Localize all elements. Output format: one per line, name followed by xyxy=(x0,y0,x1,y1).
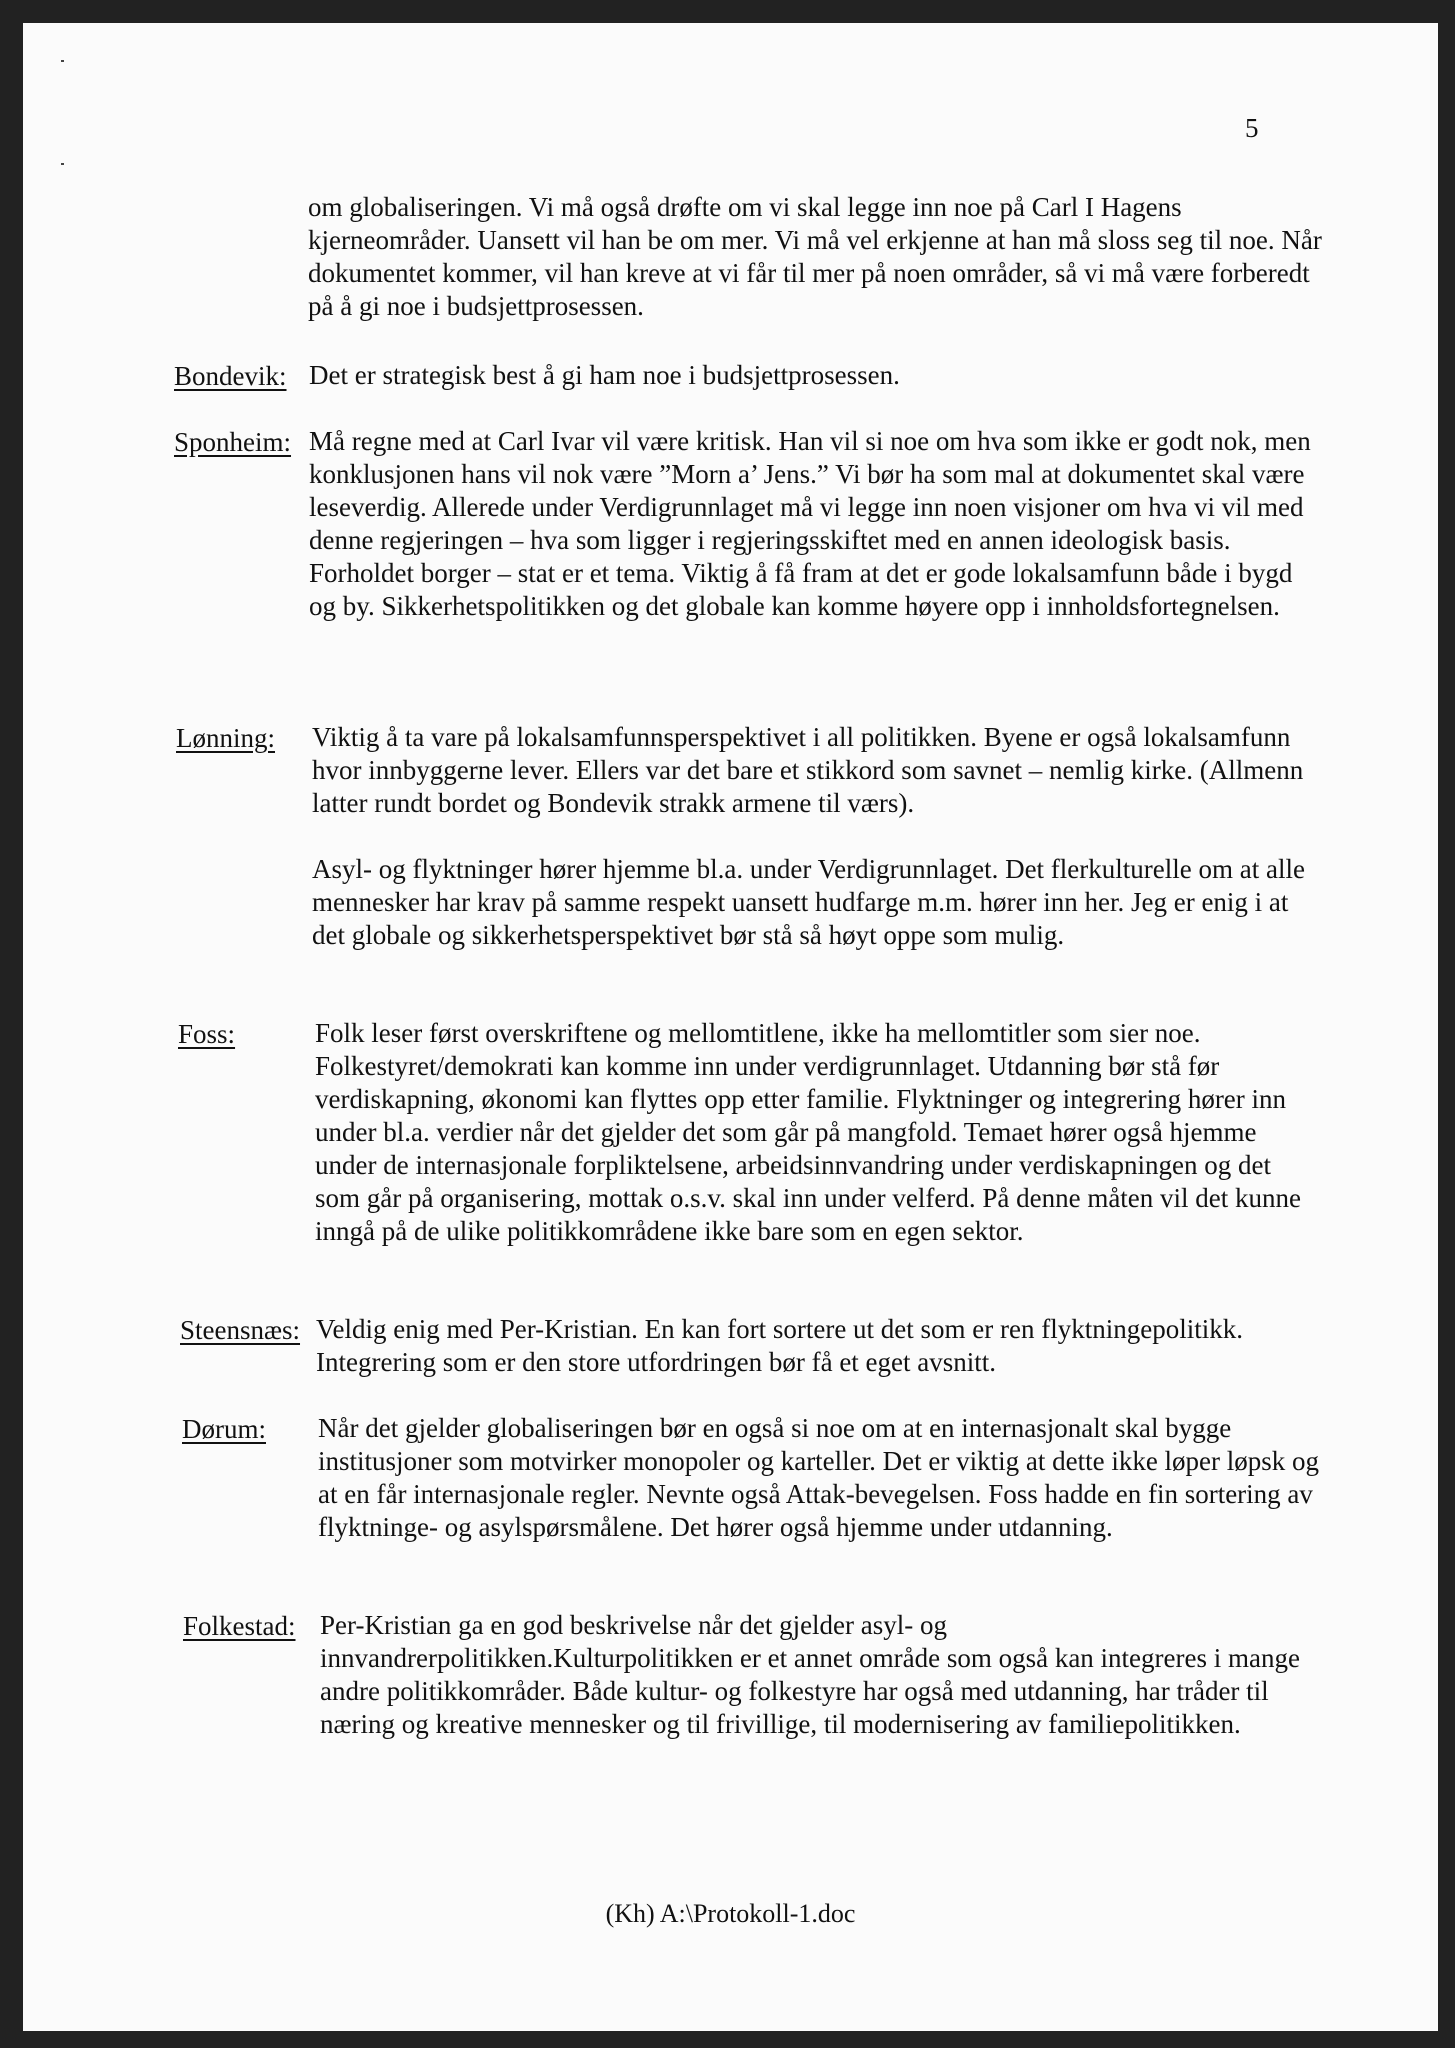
speaker-label: Dørum: xyxy=(182,1414,266,1444)
page-number: 5 xyxy=(1245,113,1259,143)
statement-paragraph: Viktig å ta vare på lokalsamfunnsperspektivet i all politikken. Byene er også lokalsamfunn hvor innbyggerne lever. Ellers var det bare et stikkord som savnet – nemlig kirke. (Allmenn latter rundt bordet og Bondevik strakk armene til værs). xyxy=(312,722,1304,818)
speaker-label: Bondevik: xyxy=(174,361,287,391)
footer-file-path: (Kh) A:\Protokoll-1.doc xyxy=(605,1899,856,1928)
statement-paragraph: Det er strategisk best å gi ham noe i budsjettprosessen. xyxy=(309,360,900,390)
lead-paragraph: om globaliseringen. Vi må også drøfte om vi skal legge inn noe på Carl I Hagens kjerneområder. Uansett vil han be om mer. Vi må vel erkjenne at han må sloss seg til noe. Når dokumentet kommer, vil han kreve at vi får til mer på noen områder, så vi må være forberedt på å gi noe i budsjettprosessen. xyxy=(308,192,1322,321)
statement-paragraph: Per-Kristian ga en god beskrivelse når det gjelder asyl- og innvandrerpolitikken.Kulturpolitikken er et annet område som også kan integreres i mange andre politikkområder. Både kultur- og folkestyre har også med utdanning, har tråder til næring og kreative mennesker og til frivillige, til modernisering av familiepolitikken. xyxy=(320,1610,1300,1739)
document-page xyxy=(23,23,1438,2031)
scan-mark xyxy=(61,163,64,165)
statement-paragraph: Folk leser først overskriftene og mellomtitlene, ikke ha mellomtitler som sier noe. Folkestyret/demokrati kan komme inn under verdigrunnlaget. Utdanning bør stå før verdiskapning, økonomi kan flyttes opp etter familie. Flyktninger og integrering hører inn under bl.a. verdier når det gjelder det som går på mangfold. Temaet hører også hjemme under de internasjonale forpliktelsene, arbeidsinnvandring under verdiskapningen og det som går på organisering, mottak o.s.v. skal inn under velferd. På denne måten vil det kunne inngå på de ulike politikkområdene ikke bare som en egen sektor. xyxy=(315,1018,1302,1246)
statement-paragraph: Asyl- og flyktninger hører hjemme bl.a. under Verdigrunnlaget. Det flerkulturelle om at alle mennesker har krav på samme respekt uansett hudfarge m.m. hører inn her. Jeg er enig i at det globale og sikkerhetsperspektivet bør stå så høyt oppe som mulig. xyxy=(312,854,1305,950)
speaker-label: Folkestad: xyxy=(183,1611,296,1641)
speaker-label: Sponheim: xyxy=(174,427,292,457)
speaker-label: Lønning: xyxy=(176,723,275,753)
scan-mark xyxy=(61,60,64,62)
speaker-label: Steensnæs: xyxy=(180,1315,301,1345)
statement-paragraph: Veldig enig med Per-Kristian. En kan fort sortere ut det som er ren flyktningepolitikk. Integrering som er den store utfordringen bør få et eget avsnitt. xyxy=(316,1314,1243,1377)
speaker-label: Foss: xyxy=(178,1019,236,1049)
statement-paragraph: Må regne med at Carl Ivar vil være kritisk. Han vil si noe om hva som ikke er godt nok, men konklusjonen hans vil nok være ”Morn a’ Jens.” Vi bør ha som mal at dokumentet skal være leseverdig. Allerede under Verdigrunnlaget må vi legge inn noen visjoner om hva vi vil med denne regjeringen – hva som ligger i regjeringsskiftet med en annen ideologisk basis. Forholdet borger – stat er et tema. Viktig å få fram at det er gode lokalsamfunn både i bygd og by. Sikkerhetspolitikken og det globale kan komme høyere opp i innholdsfortegnelsen. xyxy=(309,426,1311,621)
statement-paragraph: Når det gjelder globaliseringen bør en også si noe om at en internasjonalt skal bygge institusjoner som motvirker monopoler og karteller. Det er viktig at dette ikke løper løpsk og at en får internasjonale regler. Nevnte også Attak-bevegelsen. Foss hadde en fin sortering av flyktninge- og asylspørsmålene. Det hører også hjemme under utdanning. xyxy=(318,1413,1320,1542)
